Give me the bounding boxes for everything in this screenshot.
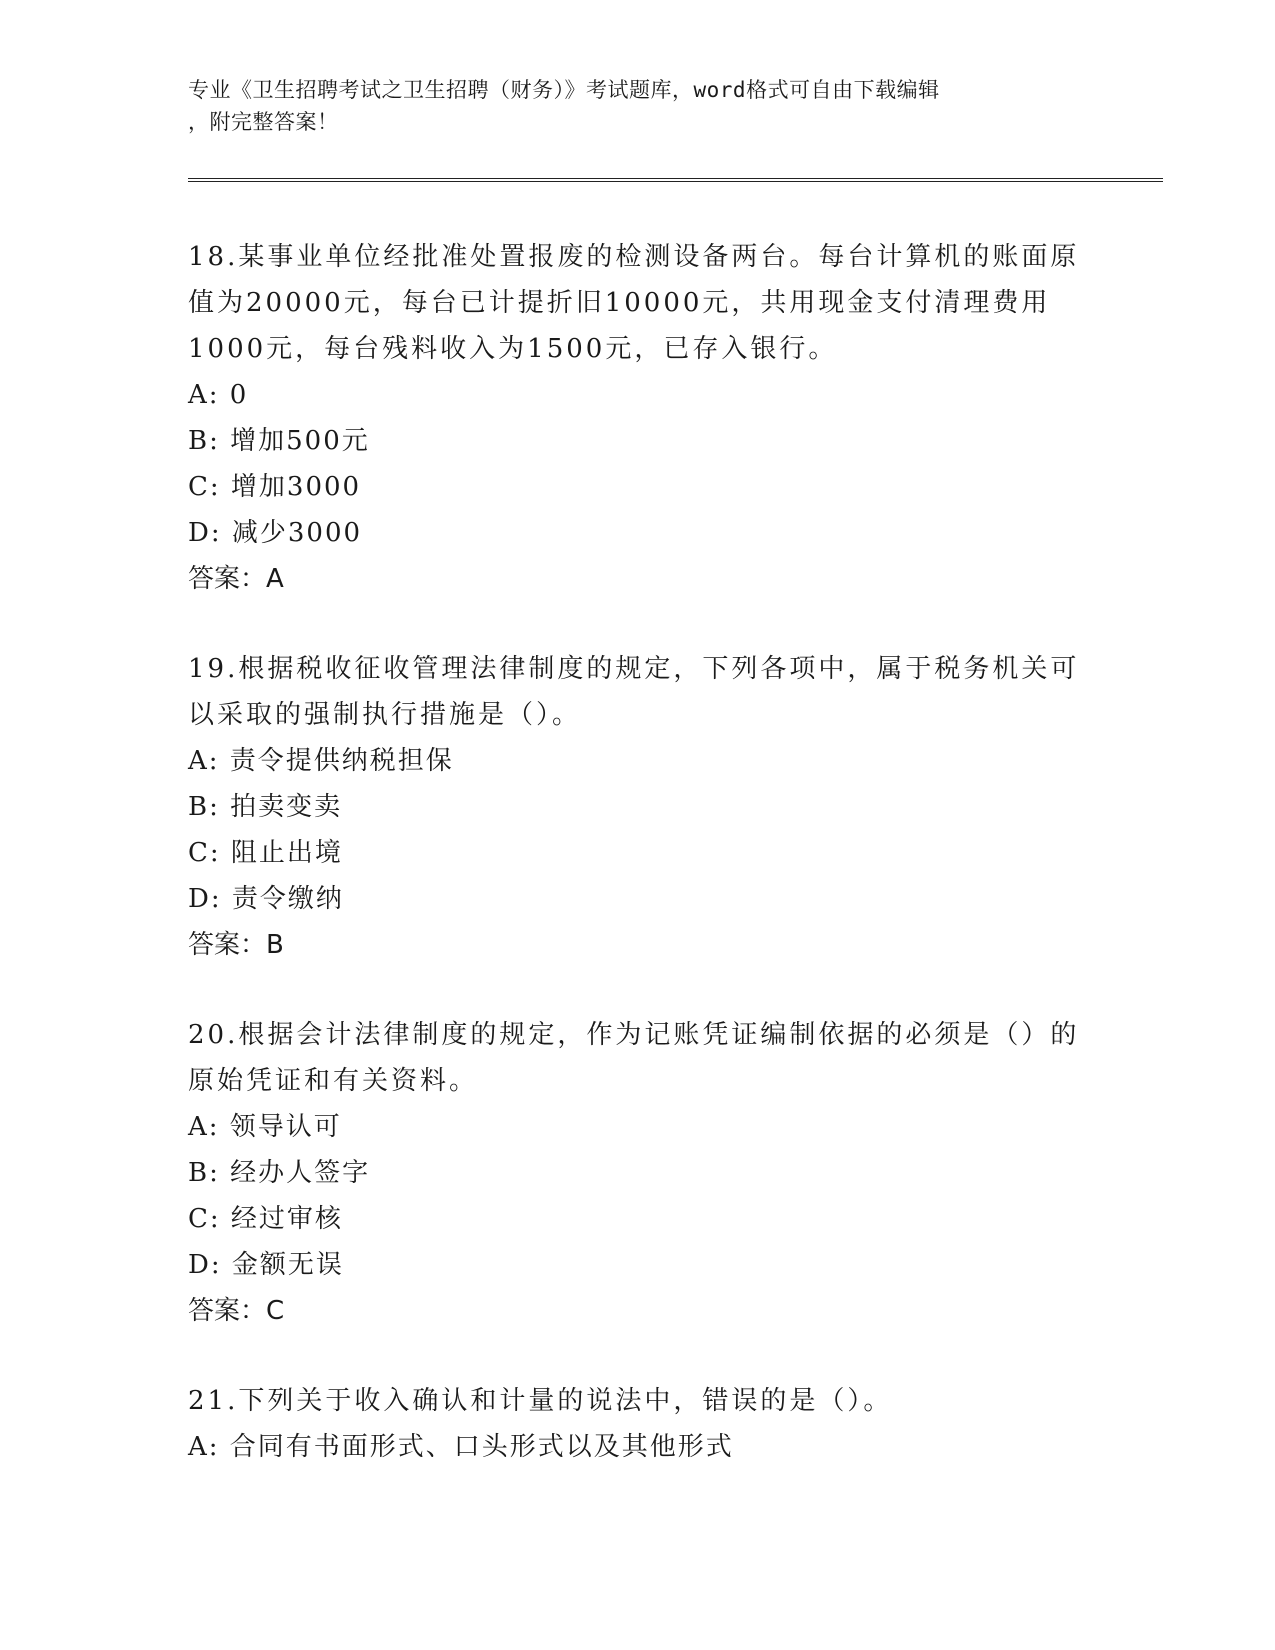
option-b: B: 经办人签字 [188, 1158, 371, 1188]
question-19 [188, 646, 1088, 968]
document-header [188, 74, 1068, 138]
header-title-line-1: 专业《卫生招聘考试之卫生招聘（财务）》考试题库，word格式可自由下载编辑 [188, 78, 940, 102]
answer-line: 答案：B [188, 930, 284, 960]
question-21 [188, 1378, 1088, 1470]
option-d: D: 责令缴纳 [188, 884, 344, 914]
option-a: A: 领导认可 [188, 1112, 342, 1142]
question-list [188, 234, 1088, 1514]
option-c: C: 经过审核 [188, 1204, 343, 1234]
question-stem: 18.某事业单位经批准处置报废的检测设备两台。每台计算机的账面原值为20000元，每台已计提折旧10000元，共用现金支付清理费用1000元，每台残料收入为1500元，已存入银行。 [188, 242, 1080, 364]
option-d: D: 减少3000 [188, 518, 363, 548]
answer-line: 答案：A [188, 564, 284, 594]
question-stem: 19.根据税收征收管理法律制度的规定，下列各项中，属于税务机关可以采取的强制执行措施是（）。 [188, 654, 1080, 730]
option-a: A: 合同有书面形式、口头形式以及其他形式 [188, 1432, 734, 1462]
question-stem: 20.根据会计法律制度的规定，作为记账凭证编制依据的必须是（）的原始凭证和有关资料。 [188, 1020, 1080, 1096]
option-a: A: 责令提供纳税担保 [188, 746, 454, 776]
option-d: D: 金额无误 [188, 1250, 344, 1280]
answer-line: 答案：C [188, 1296, 285, 1326]
question-18 [188, 234, 1088, 602]
header-divider [188, 178, 1163, 182]
option-c: C: 增加3000 [188, 472, 362, 502]
question-stem: 21.下列关于收入确认和计量的说法中，错误的是（）。 [188, 1386, 893, 1416]
option-b: B: 拍卖变卖 [188, 792, 343, 822]
option-b: B: 增加500元 [188, 426, 370, 456]
option-c: C: 阻止出境 [188, 838, 343, 868]
question-20 [188, 1012, 1088, 1334]
option-a: A: 0 [188, 380, 249, 410]
header-title-line-2: ，附完整答案！ [188, 110, 339, 134]
